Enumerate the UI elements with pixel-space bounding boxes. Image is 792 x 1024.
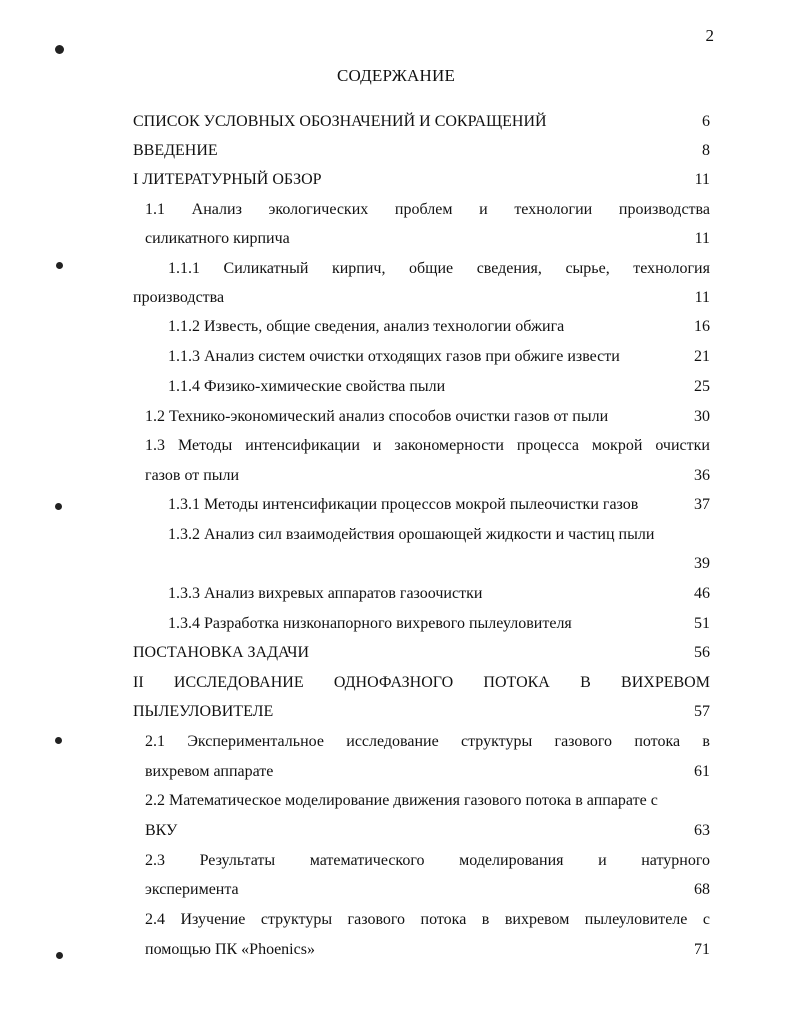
toc-word: Силикатный [223,260,309,277]
toc-entry-text: 1.1.4 Физико-химические свойства пыли [168,378,446,395]
toc-word: сырье, [565,260,610,277]
toc-entry-text: помощью ПК «Phoenics» [145,941,315,958]
toc-entry-page: 11 [694,230,710,247]
toc-word: ИССЛЕДОВАНИЕ [173,674,304,691]
toc-entry-page: 56 [694,644,710,661]
toc-entry-text: 1.1.3 Анализ систем очистки отходящих газов при обжиге извести [168,348,620,365]
toc-word: закономерности [394,437,504,454]
toc-word: производства [618,201,710,218]
page-title: СОДЕРЖАНИЕ [336,66,456,85]
toc-word: 1.1.1 [168,260,200,277]
toc-word: в [481,911,490,928]
toc-entry-page: 51 [694,615,710,632]
toc-entry-text: 1.2 Технико-экономический анализ способов очистки газов от пыли [145,408,609,425]
toc-word: с [702,911,710,928]
toc-entry-text: ПОСТАНОВКА ЗАДАЧИ [133,644,310,661]
toc-word: в [702,733,710,750]
toc-entry-line [133,672,710,694]
toc-word: пылеуловителе [584,911,688,928]
toc-word: В [580,674,591,691]
toc-word: интенсификации [245,437,360,454]
toc-entry-line [145,199,710,221]
toc-entry-page: 63 [694,822,710,839]
toc-word: процесса [516,437,579,454]
toc-entry-page: 6 [702,113,710,130]
toc-entry-text: эксперимента [145,881,239,898]
toc-entry-page: 57 [694,703,710,720]
toc-word: Экспериментальное [187,733,324,750]
toc-entry-line [145,850,710,872]
toc-word: II [133,674,144,691]
toc-word: ПОТОКА [483,674,550,691]
toc-entry-page: 46 [694,585,710,602]
toc-entry-line [168,258,710,280]
toc-entry-page: 30 [694,408,710,425]
toc-word: исследование [346,733,439,750]
toc-word: 1.1 [145,201,165,218]
toc-entry-page: 39 [694,555,710,572]
toc-word: сведения, [476,260,542,277]
toc-word: структуры [461,733,533,750]
toc-word: натурного [641,852,710,869]
toc-word: 1.3 [145,437,165,454]
toc-word: Методы [177,437,233,454]
toc-word: 2.3 [145,852,165,869]
toc-word: кирпич, [331,260,386,277]
toc-word: и [598,852,607,869]
toc-word: газового [347,911,406,928]
toc-word: ОДНОФАЗНОГО [333,674,454,691]
toc-word: проблем [394,201,453,218]
toc-word: 2.1 [145,733,165,750]
toc-word: технология [633,260,710,277]
toc-entry-page: 21 [694,348,710,365]
toc-word: структуры [260,911,333,928]
toc-entry-page: 8 [702,142,710,159]
toc-word: Результаты [199,852,276,869]
toc-entry-text: 1.3.3 Анализ вихревых аппаратов газоочистки [168,585,483,602]
toc-entry-text: 1.1.2 Известь, общие сведения, анализ технологии обжига [168,318,565,335]
toc-entry-page: 11 [694,171,710,188]
toc-word: 2.4 [145,911,165,928]
toc-word: вихревом [504,911,570,928]
toc-entry-line [145,909,710,931]
toc-entry-page: 16 [694,318,710,335]
toc-entry-page: 71 [694,941,710,958]
toc-word: потока [420,911,467,928]
toc-entry-text: ПЫЛЕУЛОВИТЕЛЕ [133,703,274,720]
toc-word: ВИХРЕВОМ [621,674,710,691]
toc-word: потока [634,733,681,750]
toc-entry-line [145,731,710,753]
toc-word: экологических [268,201,369,218]
toc-entry-page: 25 [694,378,710,395]
toc-word: моделирования [459,852,564,869]
toc-entry-text: газов от пыли [145,467,240,484]
toc-entry-line [145,435,710,457]
toc-entry-text: 2.2 Математическое моделирование движения газового потока в аппарате с [145,792,658,809]
toc-entry-text: ВКУ [145,822,178,839]
page-number: 2 [705,26,714,45]
toc-entry-text: I ЛИТЕРАТУРНЫЙ ОБЗОР [133,171,322,188]
toc-word: и [479,201,488,218]
toc-word: Изучение [180,911,246,928]
toc-word: мокрой [591,437,643,454]
toc-word: газового [554,733,612,750]
toc-entry-text: 1.3.2 Анализ сил взаимодействия орошающей жидкости и частиц пыли [168,526,655,543]
toc-entry-text: силикатного кирпича [145,230,290,247]
toc-word: математического [309,852,425,869]
toc-entry-page: 11 [694,289,710,306]
toc-entry-text: 1.3.4 Разработка низконапорного вихревого пылеуловителя [168,615,572,632]
toc-entry-page: 68 [694,881,710,898]
toc-entry-text: СПИСОК УСЛОВНЫХ ОБОЗНАЧЕНИЙ И СОКРАЩЕНИЙ [133,113,547,130]
toc-entry-text: вихревом аппарате [145,763,274,780]
toc-entry-page: 61 [694,763,710,780]
toc-word: Анализ [191,201,242,218]
toc-word: технологии [514,201,593,218]
toc-entry-page: 37 [694,496,710,513]
toc-entry-page: 36 [694,467,710,484]
toc-entry-text: производства [133,289,225,306]
toc-entry-text: ВВЕДЕНИЕ [133,142,218,159]
toc-word: общие [409,260,454,277]
toc-word: очистки [655,437,710,454]
toc-entry-text: 1.3.1 Методы интенсификации процессов мокрой пылеочистки газов [168,496,639,513]
toc-word: и [372,437,382,454]
